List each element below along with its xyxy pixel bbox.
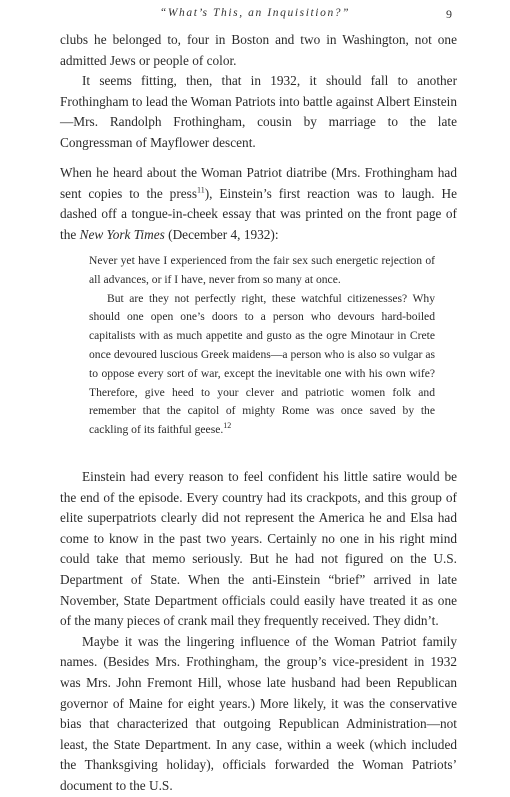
block-quote bbox=[89, 252, 435, 440]
quote-text: But are they not perfectly right, these watchful citizenesses? Why should one open one’s doors to a person who devours hard-boiled capitalists with as much appetite and gusto as the ogre Minotaur in Crete once devoured luscious Greek maidens—a person who is also so vulgar as to oppose every sort of war, except the inevitable one with his own wife? Therefore, give heed to your clever and patriotic women folk and remember that the capitol of mighty Rome was once saved by the cackling of its faithful geese. bbox=[89, 291, 435, 437]
running-title: “What’s This, an Inquisition?” bbox=[159, 7, 351, 19]
paragraph-text: (December 4, 1932): bbox=[164, 226, 279, 242]
paragraph-text: When he heard about the Woman Patriot diatribe (Mrs. Frothingham had sent copies to the press bbox=[60, 165, 457, 201]
quote-paragraph bbox=[89, 290, 435, 440]
paragraph: Einstein had every reason to feel confident his little satire would be the end of the episode. Every country had its crackpots, and this group of elite superpatriots clearly did not represent the America he and Elsa had come to know in the past two years. Certainly no one in his right mind could take that memo seriously. But he had not figured on the U.S. Department of State. When the anti-Einstein “brief” arrived in late November, State Department officials could easily have treated it as one of the many pieces of crank mail they frequently received. They didn’t. bbox=[60, 469, 457, 629]
paragraph: clubs he belonged to, four in Boston and two in Washington, not one admitted Jews or people of color. bbox=[60, 32, 457, 68]
section-3 bbox=[60, 467, 457, 797]
footnote-ref: 12 bbox=[223, 421, 232, 431]
section-1 bbox=[60, 30, 457, 154]
running-header bbox=[0, 7, 510, 23]
footnote-ref: 11 bbox=[197, 185, 205, 195]
paragraph bbox=[60, 163, 457, 245]
page-number: 9 bbox=[446, 7, 452, 21]
paragraph: It seems fitting, then, that in 1932, it should fall to another Frothingham to lead the Woman Patriots into battle against Albert Einstein—Mrs. Randolph Frothingham, cousin by marriage to the late Congressman of Mayflower descent. bbox=[60, 73, 457, 150]
paragraph-text: ), Einstein’s first reaction was to laugh. He dashed off a tongue-in-cheek essay that was printed on the front page of the bbox=[60, 185, 457, 242]
newspaper-title: New York Times bbox=[79, 226, 165, 242]
section-2 bbox=[60, 163, 457, 245]
quote-paragraph: Never yet have I experienced from the fair sex such energetic rejection of all advances, or if I have, never from so many at once. bbox=[89, 254, 435, 286]
paragraph: Maybe it was the lingering influence of the Woman Patriot family names. (Besides Mrs. Frothingham, the group’s vice-president in 1932 was Mrs. John Fremont Hill, whose late husband had been Republican governor of Maine for eight years.) More likely, it was the conservative bias that characterized that outgoing Republican Administration—not least, the State Department. In any case, within a week (which included the Thanksgiving holiday), officials forwarded the Woman Patriots’ document to the U.S. bbox=[60, 633, 457, 793]
